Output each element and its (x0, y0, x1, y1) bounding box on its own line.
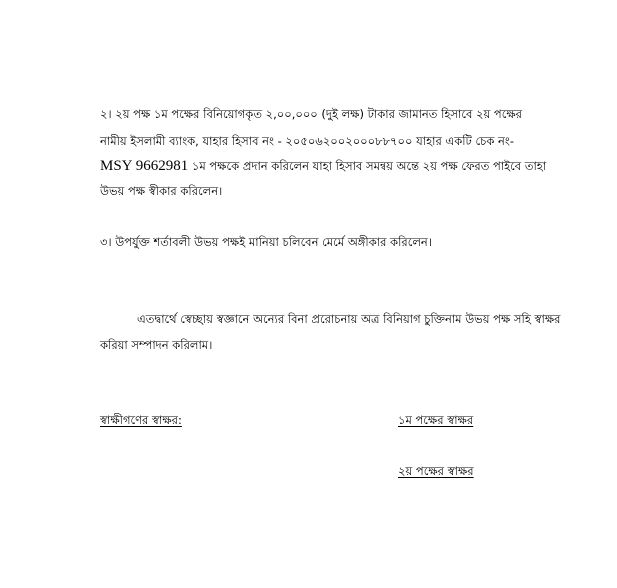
witnesses-signature-label: স্বাক্ষীগণের স্বাক্ষর: (100, 413, 182, 427)
clause-3-line-1: ৩। উপর্যুক্ত শর্তাবলী উভয় পক্ষই মানিয়া চলিবেন মের্মে অঙ্গীকার করিলেন। (100, 235, 432, 249)
party-2-signature-label: ২য় পক্ষের স্বাক্ষর (398, 464, 474, 478)
cheque-number: MSY 9662981 (100, 158, 189, 174)
party-1-signature-label: ১ম পক্ষের স্বাক্ষর (398, 413, 474, 427)
clause-2-line-2: নামীয় ইসলামী ব্যাংক, যাহার হিসাব নং - ২০৫০৬২০০২০০০৮৮৭০০ যাহার একটি চেক নং- (100, 134, 514, 148)
closing-line-2: করিয়া সম্পাদন করিলাম। (100, 338, 213, 352)
clause-2-line-3 (100, 158, 546, 174)
closing-line-1: এতদ্বার্থে স্বেচ্ছায় স্বজ্ঞানে অন্যের বিনা প্ররোচনায় অত্র বিনিয়াগ চুক্তিনাম উভয় পক্ষ সহি স্বাক্ষর (137, 312, 561, 326)
clause-2-line-4: উভয় পক্ষ স্বীকার করিলেন। (100, 184, 223, 198)
clause-2-line-1: ২। ২য় পক্ষ ১ম পক্ষের বিনিয়োগকৃত ২,০০,০০০ (দুই লক্ষ) টাকার জামানত হিসাবে ২য় পক্ষের (100, 107, 522, 121)
clause-2-line-3-text: ১ম পক্ষকে প্রদান করিলেন যাহা হিসাব সমন্বয় অন্তে ২য় পক্ষ ফেরত পাইবে তাহা (188, 159, 547, 173)
